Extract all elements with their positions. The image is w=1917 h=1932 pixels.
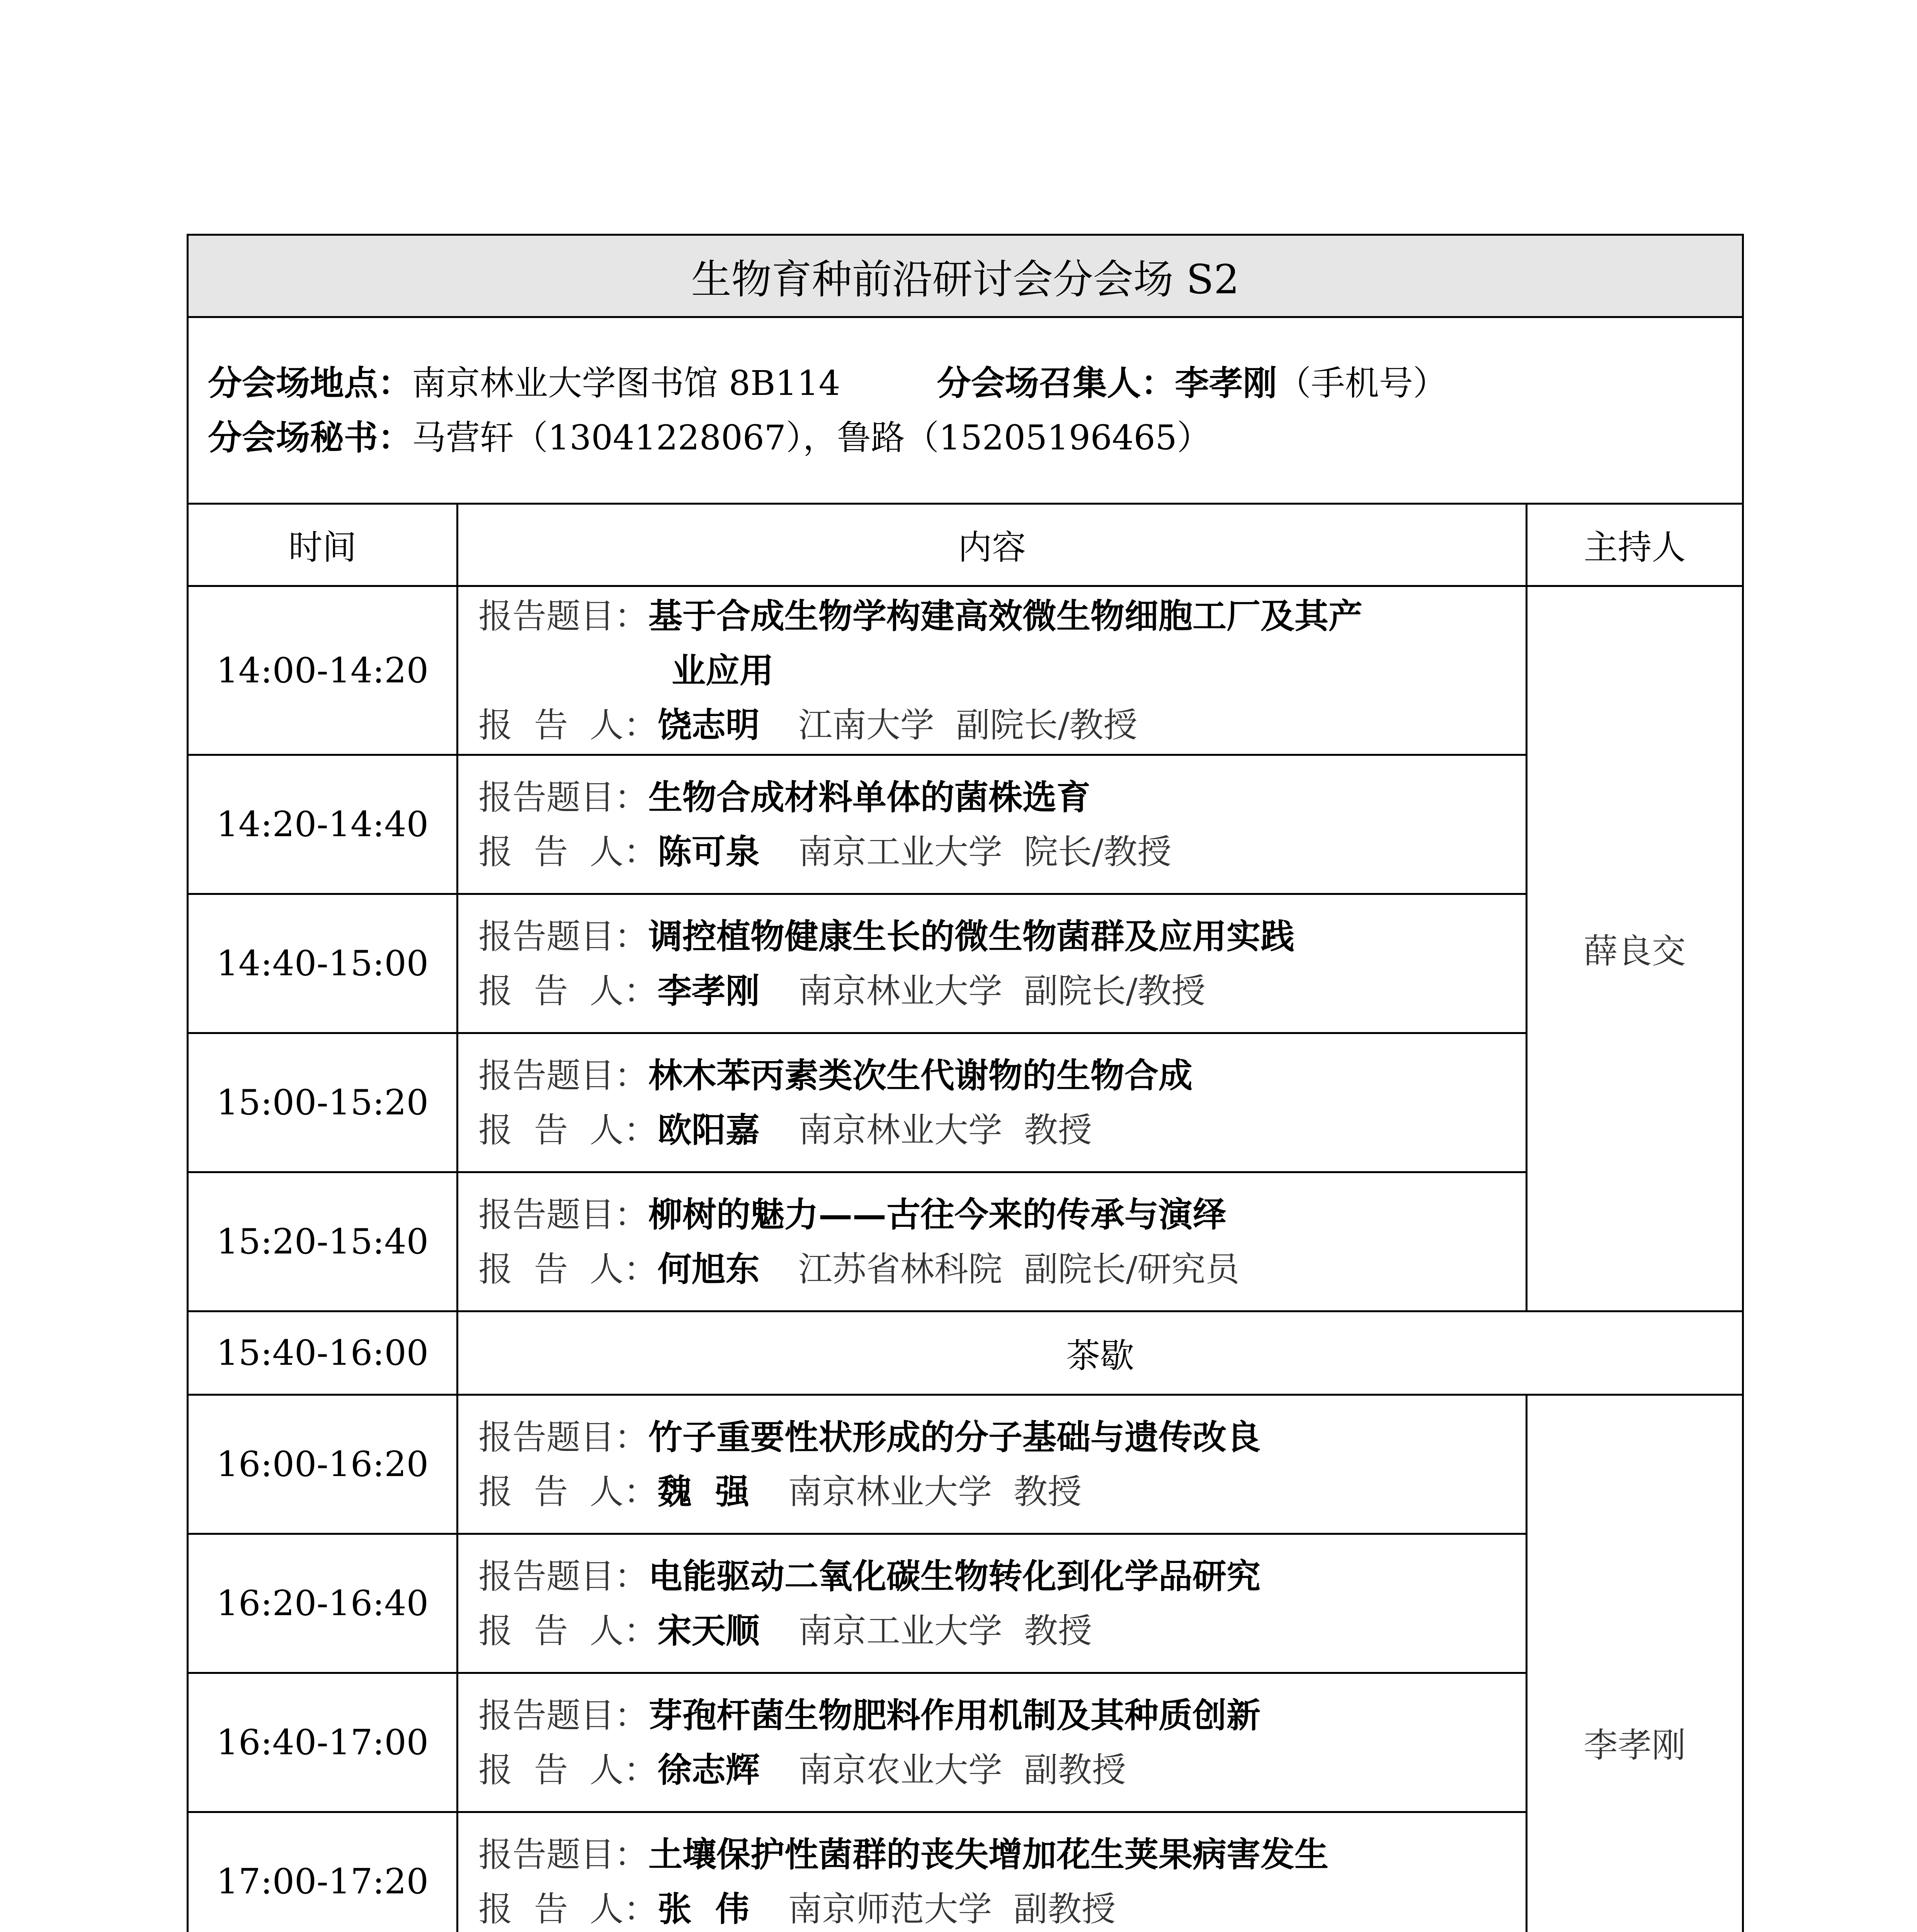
session-content xyxy=(458,586,1527,755)
topic-title: 电能驱动二氧化碳生物转化到化学品研究 xyxy=(648,1556,1261,1596)
speaker-affiliation: 江南大学 副院长/教授 xyxy=(798,705,1138,745)
break-time: 15:40-16:00 xyxy=(188,1311,458,1395)
session-time: 15:00-15:20 xyxy=(188,1033,458,1172)
session-time: 15:20-15:40 xyxy=(188,1172,458,1311)
header-host: 主持人 xyxy=(1527,504,1743,586)
table-row xyxy=(188,1812,1743,1932)
session-content xyxy=(458,1172,1527,1311)
session-info xyxy=(188,317,1743,504)
topic-title: 柳树的魅力——古往今来的传承与演绎 xyxy=(648,1194,1227,1235)
topic-label: 报告题目： xyxy=(478,1194,649,1235)
break-row xyxy=(188,1311,1743,1395)
speaker-name: 张 伟 xyxy=(657,1888,750,1929)
convener-note: （手机号） xyxy=(1277,363,1447,403)
topic-title: 生物合成材料单体的菌株选育 xyxy=(648,777,1091,817)
speaker-name: 欧阳嘉 xyxy=(657,1109,760,1150)
speaker-name: 饶志明 xyxy=(657,704,760,745)
session-content xyxy=(458,1534,1527,1673)
topic-label: 报告题目： xyxy=(478,916,649,956)
speaker-label: 报 告 人： xyxy=(478,1750,658,1790)
topic-label: 报告题目： xyxy=(478,596,649,636)
session-content xyxy=(458,1395,1527,1534)
speaker-label: 报 告 人： xyxy=(478,1110,658,1150)
table-row xyxy=(188,755,1743,894)
session-time: 17:00-17:20 xyxy=(188,1812,458,1932)
speaker-label: 报 告 人： xyxy=(478,1611,658,1651)
topic-title: 竹子重要性状形成的分子基础与遗传改良 xyxy=(648,1417,1261,1457)
session-time: 14:20-14:40 xyxy=(188,755,458,894)
session-content xyxy=(458,1033,1527,1172)
table-row xyxy=(188,586,1743,755)
session-content xyxy=(458,1812,1527,1932)
session-time: 16:20-16:40 xyxy=(188,1534,458,1673)
speaker-name: 魏 强 xyxy=(657,1471,750,1512)
speaker-affiliation: 南京林业大学 教授 xyxy=(798,1110,1092,1150)
topic-label: 报告题目： xyxy=(478,1556,649,1596)
speaker-label: 报 告 人： xyxy=(478,971,658,1011)
table-row xyxy=(188,1172,1743,1311)
topic-label: 报告题目： xyxy=(478,1834,649,1874)
session-content xyxy=(458,1673,1527,1812)
session-time: 16:00-16:20 xyxy=(188,1395,458,1534)
session-content xyxy=(458,894,1527,1033)
table-row xyxy=(188,894,1743,1033)
table-row xyxy=(188,1395,1743,1534)
speaker-name: 何旭东 xyxy=(657,1248,760,1289)
table-row xyxy=(188,1534,1743,1673)
venue-value: 南京林业大学图书馆 8B114 xyxy=(412,363,840,403)
speaker-affiliation: 南京林业大学 副院长/教授 xyxy=(798,971,1206,1011)
speaker-name: 李孝刚 xyxy=(657,970,760,1011)
convener-name: 李孝刚 xyxy=(1175,363,1277,403)
speaker-name: 徐志辉 xyxy=(657,1749,760,1790)
speaker-affiliation: 南京工业大学 教授 xyxy=(798,1611,1092,1651)
speaker-name: 宋天顺 xyxy=(657,1610,760,1651)
speaker-affiliation: 南京工业大学 院长/教授 xyxy=(798,832,1172,872)
topic-title: 林木苯丙素类次生代谢物的生物合成 xyxy=(648,1055,1193,1095)
session-time: 16:40-17:00 xyxy=(188,1673,458,1812)
topic-label: 报告题目： xyxy=(478,777,649,817)
header-content: 内容 xyxy=(458,504,1527,586)
speaker-affiliation: 江苏省林科院 副院长/研究员 xyxy=(798,1249,1240,1289)
session-content xyxy=(458,755,1527,894)
topic-title: 芽孢杆菌生物肥料作用机制及其种质创新 xyxy=(648,1695,1261,1735)
table-row xyxy=(188,1033,1743,1172)
header-time: 时间 xyxy=(188,504,458,586)
speaker-label: 报 告 人： xyxy=(478,1249,658,1289)
topic-title: 土壤保护性菌群的丧失增加花生荚果病害发生 xyxy=(648,1834,1329,1874)
topic-label: 报告题目： xyxy=(478,1695,649,1735)
session-title: 生物育种前沿研讨会分会场 S2 xyxy=(188,235,1743,317)
secretary-value: 马营轩（13041228067），鲁路（15205196465） xyxy=(412,418,1211,457)
topic-label: 报告题目： xyxy=(478,1055,649,1095)
speaker-affiliation: 南京师范大学 副教授 xyxy=(788,1889,1116,1929)
topic-title-cont: 业应用 xyxy=(672,650,774,690)
speaker-label: 报 告 人： xyxy=(478,1889,658,1929)
host-name: 薛良交 xyxy=(1527,586,1743,1311)
speaker-affiliation: 南京农业大学 副教授 xyxy=(798,1750,1126,1790)
speaker-label: 报 告 人： xyxy=(478,832,658,872)
table-row xyxy=(188,1673,1743,1812)
topic-label: 报告题目： xyxy=(478,1417,649,1457)
speaker-name: 陈可泉 xyxy=(657,831,760,872)
host-name: 李孝刚 xyxy=(1527,1395,1743,1932)
schedule-table xyxy=(187,234,1744,1932)
topic-title: 基于合成生物学构建高效微生物细胞工厂及其产 xyxy=(648,595,1363,636)
speaker-label: 报 告 人： xyxy=(478,705,658,745)
session-time: 14:00-14:20 xyxy=(188,586,458,755)
topic-title: 调控植物健康生长的微生物菌群及应用实践 xyxy=(648,916,1295,956)
speaker-affiliation: 南京林业大学 教授 xyxy=(788,1471,1082,1512)
secretary-label: 分会场秘书： xyxy=(208,417,412,457)
speaker-label: 报 告 人： xyxy=(478,1471,658,1512)
break-label: 茶歇 xyxy=(458,1311,1743,1395)
session-time: 14:40-15:00 xyxy=(188,894,458,1033)
convener-label: 分会场召集人： xyxy=(937,363,1175,403)
venue-label: 分会场地点： xyxy=(208,363,412,403)
